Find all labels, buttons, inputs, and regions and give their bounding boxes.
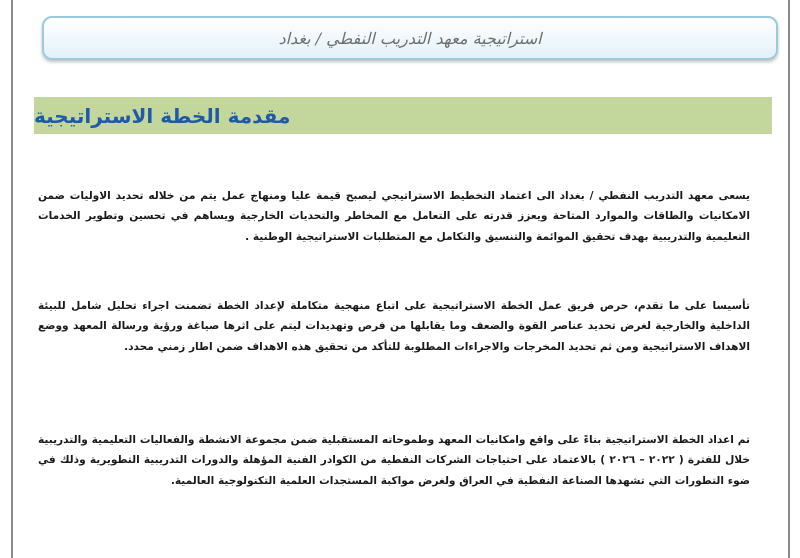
paragraph-preparation: تم اعداد الخطة الاستراتيجية بناءً على واقع وامكانيات المعهد وطموحاته المستقبلية ضمن مجموعة الانشطة والفعاليات التعليمية والتدريبية خلال للفترة ( ٢٠٢٢ – ٢٠٢٦ ) بالاعتماد على احتياجات الشركات النفطية من الكوادر الفنية المؤهلة والدورات التدريبية التطويرية وذلك في ضوء التطورات التي تشهدها الصناعة النفطية في العراق ولغرض مواكبة المستجدات العلمية التكنولوجية العالمية. (38, 433, 750, 487)
section-title: مقدمة الخطة الاستراتيجية (34, 103, 291, 128)
section-heading-bar (34, 97, 772, 134)
page-border-right (788, 0, 790, 558)
page-border-left (11, 0, 13, 558)
header-title: استراتيجية معهد التدريب النفطي / بغداد (278, 28, 542, 48)
document-header (42, 16, 778, 60)
paragraph-intro: يسعى معهد التدريب النفطي / بغداد الى اعتماد التخطيط الاستراتيجي ليصبح قيمة عليا ومنهاج عمل يتم من خلاله تحديد الاوليات ضمن الامكانيات والطاقات والموارد المتاحة ويعزز قدرته على التعامل مع المخاطر والتحديات الخارجية ويساهم في تحسين وتطوير الخدمات التعليمية والتدريبية بهدف تحقيق الموائمة والتنسيق والتكامل مع المتطلبات الاستراتيجية الوطنية . (38, 189, 750, 243)
paragraph-methodology: تأسيسا على ما تقدم، حرص فريق عمل الخطة الاستراتيجية على اتباع منهجية متكاملة لإعداد الخطة تضمنت اجراء تحليل شامل للبيئة الداخلية والخارجية لغرض تحديد عناصر القوة والضعف وما يقابلها من فرص وتهديدات ليتم على اثرها صياغة ورؤية ورسالة المعهد ووضع الاهداف الاستراتيجية ومن ثم تحديد المخرجات والاجراءات المطلوبة للتأكد من تحقيق هذه الاهداف ضمن اطار زمني محدد. (38, 299, 750, 353)
